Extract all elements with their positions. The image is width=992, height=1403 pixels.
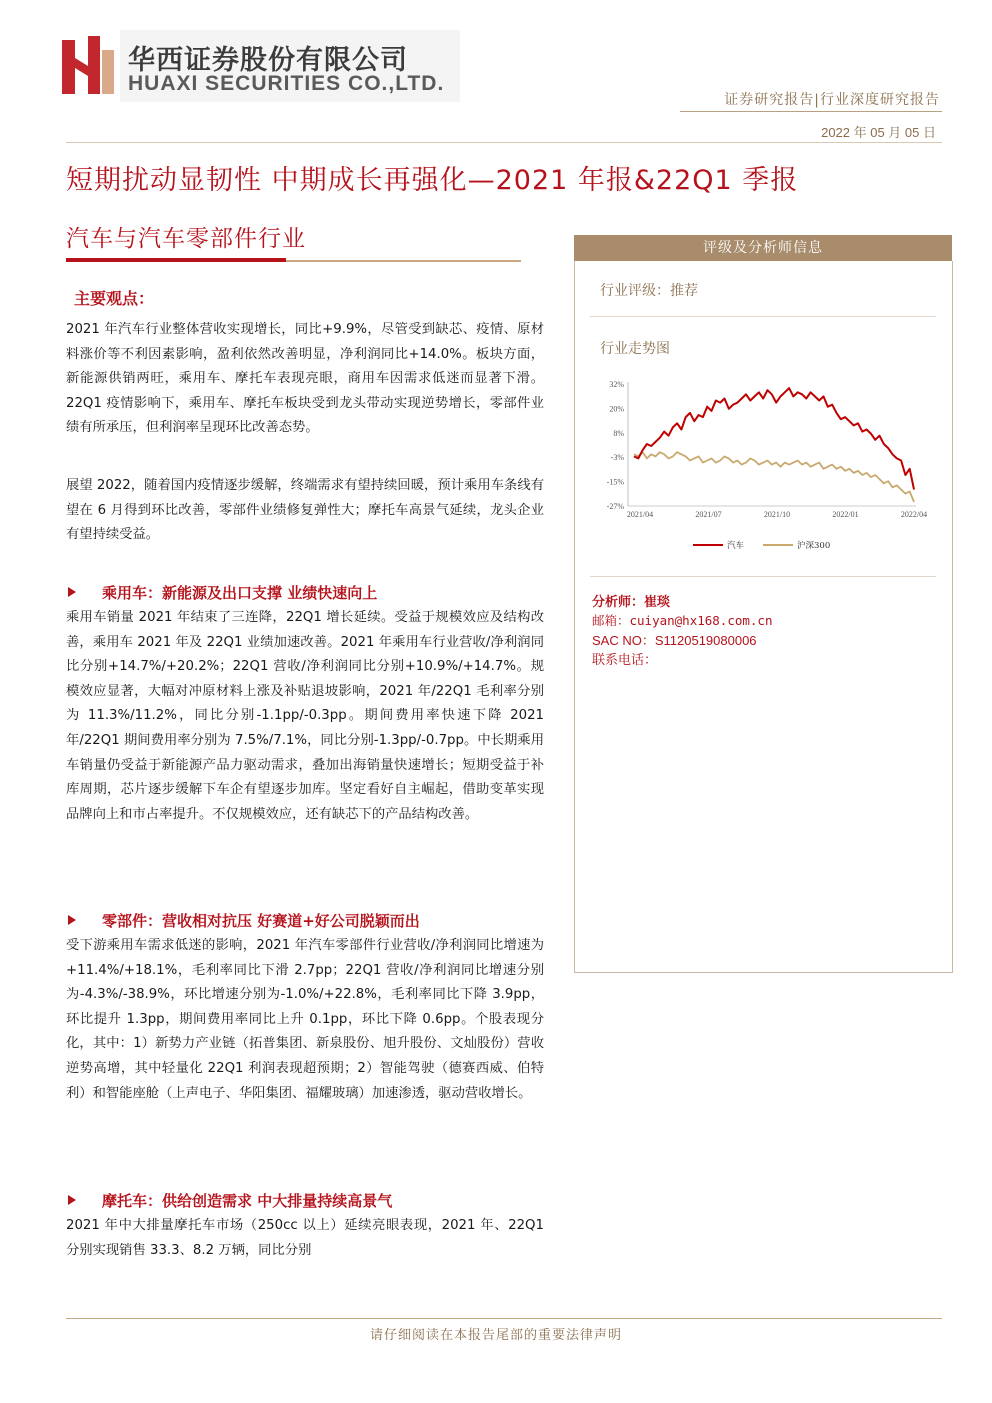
x-tick-label: 2021/04 [626,510,654,519]
section-components [66,910,420,931]
y-tick-label: -15% [606,477,624,487]
section-passenger-car [66,582,377,603]
section-bullet-icon [68,915,76,925]
title-divider [66,142,942,143]
x-tick-label: 2022/04 [900,510,928,519]
report-date: 2022 年 05 月 05 日 [821,125,936,140]
y-tick-label: 8% [613,428,624,438]
x-tick-label: 2021/07 [695,510,722,519]
key-points-paragraph-2: 展望 2022，随着国内疫情逐步缓解，终端需求有望持续回暖，预计乘用车条线有望在 6 月得到环比改善，零部件业绩修复弹性大；摩托车高景气延续，龙头企业有望持续受益。 [66,478,544,543]
analyst-phone: 联系电话： [592,653,658,668]
trend-chart-title: 行业走势图 [600,341,670,357]
section-motorcycle-text: 2021 年中大排量摩托车市场（250cc 以上）延续亮眼表现，2021 年、22Q1 分别实现销售 33.3、8.2 万辆，同比分别 [66,1218,544,1258]
industry-underline-tan [286,260,521,262]
y-tick-label: -3% [610,453,624,463]
sidebar-divider [590,316,936,317]
section-title: 摩托车：供给创造需求 中大排量持续高景气 [102,1192,393,1210]
key-points-title: 主要观点： [74,289,155,308]
company-name-en: HUAXI SECURITIES CO.,LTD. [128,72,445,95]
industry-rating: 行业评级：推荐 [600,283,698,299]
report-type: 证券研究报告|行业深度研究报告 [724,92,940,108]
footer-disclaimer: 请仔细阅读在本报告尾部的重要法律声明 [369,1328,622,1343]
section-title: 零部件：营收相对抗压 好赛道+好公司脱颖而出 [102,912,420,930]
y-tick-label: 20% [609,404,624,414]
section-passenger-car-text: 乘用车销量 2021 年结束了三连降，22Q1 增长延续。受益于规模效应及结构改善，乘用车 2021 年及 22Q1 业绩加速改善。2021 年乘用车行业营收/净利润同比分别+14.7%/+20.2%；22Q1 营收/净利润同比分别+10.9%/+14.7%。规模效应显著，大幅对冲原材料上涨及补贴退坡影响，2021 年/22Q1 毛利率分别为 11.3%/11.2%，同比分别-1.1pp/-0.3pp。期间费用率快速下降 2021 年/22Q1 期间费用率分别为 7.5%/7.1%，同比分别-1.3pp/-0.7pp。中长期乘用车销量仍受益于新能源产品力驱动需求，叠加出海销量快速增长；短期受益于补库周期，芯片逐步缓解下车企有望逐步加库。坚定看好自主崛起，借助变革实现品牌向上和市占率提升。不仅规模效应，还有缺芯下的产品结构改善。 [66,610,544,822]
x-tick-label: 2021/10 [763,510,791,519]
legend-label: 汽车 [727,541,745,551]
analyst-email[interactable]: 邮箱：cuiyan@hx168.com.cn [592,613,773,628]
section-motorcycle [66,1190,392,1211]
x-tick-label: 2022/01 [832,510,859,519]
company-name-cn: 华西证券股份有限公司 [128,45,408,76]
y-tick-label: 32% [609,380,624,389]
analyst-sac-number: SAC NO：S1120519080006 [592,633,757,648]
header-divider [680,111,942,112]
key-points-paragraph-1: 2021 年汽车行业整体营收实现增长，同比+9.9%，尽管受到缺芯、疫情、原材料涨价等不利因素影响，盈利依然改善明显，净利润同比+14.0%。板块方面，新能源供销两旺，乘用车、摩托车表现亮眼，商用车因需求低迷而显著下滑。22Q1 疫情影响下，乘用车、摩托车板块受到龙头带动实现逆势增长，零部件业绩有所承压，但利润率呈现环比改善态势。 [66,322,544,436]
section-title: 乘用车：新能源及出口支撑 业绩快速向上 [102,584,378,602]
series-line-hs300 [634,452,914,502]
section-bullet-icon [68,587,76,597]
huaxi-logo-icon [62,36,114,94]
series-line-auto [634,388,914,489]
y-tick-label: -27% [606,502,624,511]
report-title: 短期扰动显韧性 中期成长再强化—2021 年报&22Q1 季报 [66,165,799,196]
analyst-name: 分析师：崔琰 [592,595,671,610]
section-components-text: 受下游乘用车需求低迷的影响，2021 年汽车零部件行业营收/净利润同比增速为+11.4%/+18.1%，毛利率同比下滑 2.7pp；22Q1 营收/净利润同比增速分别为-4.3%/-38.9%，环比增速分别为-1.0%/+22.8%，毛利率同比下降 3.9pp，环比提升 1.3pp，期间费用率同比上升 0.1pp，环比下降 0.6pp。个股表现分化，其中：1）新势力产业链（拓普集团、新泉股份、旭升股份、文灿股份）营收逆势高增，其中轻量化 22Q1 利润表现超预期；2）智能驾驶（德赛西威、伯特利）和智能座舱（上声电子、华阳集团、福耀玻璃）加速渗透，驱动营收增长。 [66,938,544,1101]
industry-title: 汽车与汽车零部件行业 [66,226,306,252]
legend-label: 沪深300 [797,541,831,551]
trend-chart [598,376,944,556]
section-bullet-icon [68,1195,76,1205]
industry-underline [66,258,286,262]
sidebar-divider-2 [590,576,936,577]
footer-divider [66,1318,942,1319]
sidebar-header: 评级及分析师信息 [574,235,952,261]
